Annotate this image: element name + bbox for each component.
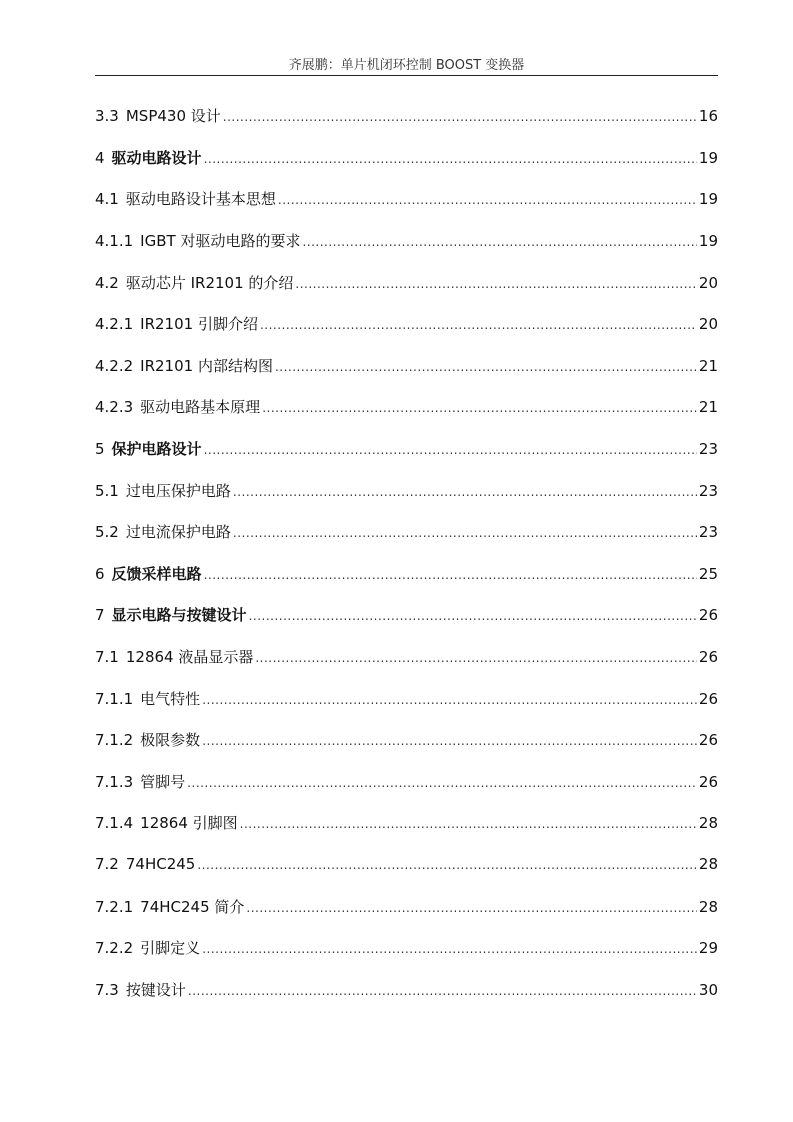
toc-entry <box>95 386 718 428</box>
toc-entry-title: 12864 引脚图 <box>140 814 238 833</box>
toc-entry-link[interactable] <box>95 979 718 1000</box>
toc-entry-page: 21 <box>698 356 718 375</box>
toc-entry-number: 5.1 <box>95 481 119 500</box>
toc-entry-page: 23 <box>698 481 718 500</box>
toc-dot-leader <box>233 526 697 540</box>
toc-entry-link[interactable] <box>95 771 718 792</box>
toc-entry <box>95 137 718 179</box>
toc-entry-number: 7.1.2 <box>95 731 134 750</box>
toc-entry-number: 3.3 <box>95 107 119 126</box>
toc-entry-link[interactable] <box>95 438 718 459</box>
toc-entry-number: 7.1.3 <box>95 772 134 791</box>
toc-entry <box>95 303 718 345</box>
toc-entry <box>95 261 718 303</box>
toc-entry-number: 7.2.1 <box>95 897 134 916</box>
toc-entry-page: 26 <box>698 772 718 791</box>
toc-entry-title: 极限参数 <box>140 731 201 750</box>
toc-entry-link[interactable] <box>95 688 718 709</box>
toc-entry-title: 驱动芯片 IR2101 的介绍 <box>125 273 294 292</box>
toc-entry-number: 4 <box>95 148 105 167</box>
toc-entry-title: 驱动电路设计基本思想 <box>125 190 276 209</box>
table-of-contents <box>95 95 718 1010</box>
toc-entry-link[interactable] <box>95 396 718 417</box>
toc-entry-title: 过电压保护电路 <box>125 481 231 500</box>
toc-entry-link[interactable] <box>95 105 718 126</box>
toc-dot-leader <box>188 984 697 998</box>
toc-entry-title: 电气特性 <box>140 689 201 708</box>
toc-entry-title: 管脚号 <box>140 772 186 791</box>
toc-entry-page: 29 <box>698 939 718 958</box>
toc-entry-link[interactable] <box>95 896 718 917</box>
toc-entry-number: 6 <box>95 564 105 583</box>
toc-entry-page: 25 <box>698 564 718 583</box>
toc-entry-title: 驱动电路基本原理 <box>140 398 261 417</box>
toc-entry-number: 4.1.1 <box>95 232 134 251</box>
toc-dot-leader <box>204 152 697 166</box>
toc-entry-page: 16 <box>698 107 718 126</box>
toc-dot-leader <box>202 693 697 707</box>
toc-entry-title: 74HC245 <box>125 855 196 874</box>
toc-entry-title: 引脚定义 <box>140 939 201 958</box>
toc-entry <box>95 511 718 553</box>
toc-entry <box>95 761 718 803</box>
toc-entry-number: 7.1.1 <box>95 689 134 708</box>
toc-entry-number: 7.3 <box>95 980 119 999</box>
toc-entry-number: 5.2 <box>95 523 119 542</box>
toc-dot-leader <box>240 817 697 831</box>
toc-dot-leader <box>202 734 697 748</box>
page-header: 齐展鹏：单片机闭环控制 BOOST 变换器 <box>288 58 525 73</box>
toc-entry-page: 21 <box>698 398 718 417</box>
toc-entry-title: IR2101 引脚介绍 <box>140 315 258 334</box>
toc-entry-link[interactable] <box>95 646 718 667</box>
toc-entry <box>95 968 718 1010</box>
toc-entry <box>95 178 718 220</box>
toc-entry-page: 20 <box>698 273 718 292</box>
toc-entry-number: 4.2.2 <box>95 356 134 375</box>
toc-dot-leader <box>202 942 697 956</box>
toc-entry-title: IGBT 对驱动电路的要求 <box>140 232 301 251</box>
toc-entry-link[interactable] <box>95 812 718 833</box>
toc-dot-leader <box>246 901 696 915</box>
toc-entry-number: 7.1.4 <box>95 814 134 833</box>
toc-dot-leader <box>302 235 696 249</box>
toc-entry-page: 26 <box>698 606 718 625</box>
toc-entry-link[interactable] <box>95 272 718 293</box>
toc-entry-link[interactable] <box>95 521 718 542</box>
toc-entry-number: 5 <box>95 440 105 459</box>
toc-entry-title: 过电流保护电路 <box>125 523 231 542</box>
toc-entry-link[interactable] <box>95 855 718 873</box>
header-rule <box>95 75 718 76</box>
toc-dot-leader <box>233 485 697 499</box>
toc-entry-number: 4.2.1 <box>95 315 134 334</box>
toc-entry-page: 19 <box>698 148 718 167</box>
toc-entry-title: MSP430 设计 <box>125 107 221 126</box>
toc-entry-number: 7.1 <box>95 648 119 667</box>
toc-entry <box>95 677 718 719</box>
toc-entry-page: 19 <box>698 232 718 251</box>
toc-entry-title: 保护电路设计 <box>111 440 202 459</box>
toc-entry <box>95 802 718 844</box>
toc-entry <box>95 636 718 678</box>
toc-entry <box>95 594 718 636</box>
toc-entry-title: 74HC245 简介 <box>140 897 245 916</box>
toc-entry-page: 23 <box>698 440 718 459</box>
toc-entry <box>95 553 718 595</box>
toc-dot-leader <box>249 609 697 623</box>
toc-entry <box>95 95 718 137</box>
toc-entry-page: 26 <box>698 648 718 667</box>
toc-entry-number: 7 <box>95 606 105 625</box>
toc-entry-number: 4.2.3 <box>95 398 134 417</box>
toc-entry-link[interactable] <box>95 230 718 251</box>
toc-entry-title: 反馈采样电路 <box>111 564 202 583</box>
toc-entry-link[interactable] <box>95 313 718 334</box>
toc-entry-page: 20 <box>698 315 718 334</box>
toc-entry-number: 7.2.2 <box>95 939 134 958</box>
toc-dot-leader <box>197 858 697 872</box>
toc-entry-page: 28 <box>698 855 718 874</box>
toc-entry-link[interactable] <box>95 188 718 209</box>
toc-entry-link[interactable] <box>95 147 718 168</box>
toc-entry-link[interactable] <box>95 480 718 501</box>
toc-dot-leader <box>255 651 697 665</box>
toc-entry-title: 显示电路与按键设计 <box>111 606 247 625</box>
toc-entry-title: IR2101 内部结构图 <box>140 356 273 375</box>
toc-entry-link[interactable] <box>95 355 718 376</box>
toc-entry <box>95 469 718 511</box>
toc-entry-link[interactable] <box>95 563 718 584</box>
toc-dot-leader <box>275 360 697 374</box>
toc-dot-leader <box>278 193 697 207</box>
toc-entry <box>95 719 718 761</box>
toc-entry-page: 28 <box>698 897 718 916</box>
toc-dot-leader <box>260 318 697 332</box>
toc-entry-link[interactable] <box>95 937 718 958</box>
toc-entry <box>95 927 718 969</box>
toc-dot-leader <box>223 110 697 124</box>
toc-entry <box>95 220 718 262</box>
toc-dot-leader <box>187 776 697 790</box>
toc-entry-title: 驱动电路设计 <box>111 148 202 167</box>
toc-entry-title: 按键设计 <box>125 980 186 999</box>
toc-entry <box>95 844 718 886</box>
toc-entry <box>95 885 718 927</box>
toc-entry-page: 28 <box>698 814 718 833</box>
toc-dot-leader <box>204 443 697 457</box>
toc-entry-number: 4.1 <box>95 190 119 209</box>
toc-entry-page: 30 <box>698 980 718 999</box>
toc-entry-page: 26 <box>698 689 718 708</box>
toc-entry-number: 4.2 <box>95 273 119 292</box>
toc-entry-number: 7.2 <box>95 855 119 874</box>
toc-entry-link[interactable] <box>95 604 718 625</box>
toc-entry-title: 12864 液晶显示器 <box>125 648 254 667</box>
toc-dot-leader <box>295 277 696 291</box>
toc-entry-link[interactable] <box>95 729 718 750</box>
toc-entry <box>95 345 718 387</box>
toc-entry-page: 19 <box>698 190 718 209</box>
toc-entry-page: 26 <box>698 731 718 750</box>
toc-entry-page: 23 <box>698 523 718 542</box>
toc-dot-leader <box>204 568 697 582</box>
toc-entry <box>95 428 718 470</box>
toc-dot-leader <box>262 401 697 415</box>
